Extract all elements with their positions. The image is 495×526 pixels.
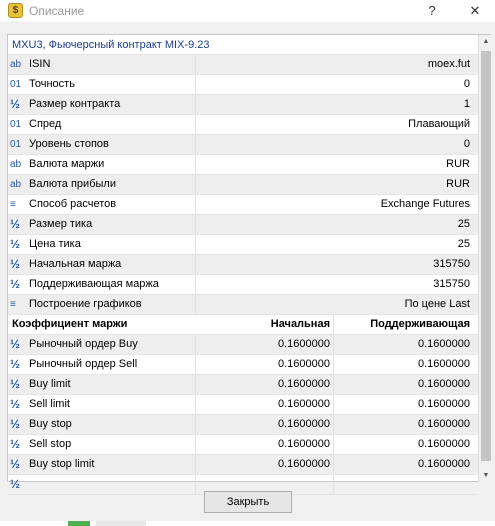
fraction-type-icon: ½ xyxy=(10,437,21,451)
app-dollar-icon: $ xyxy=(8,3,23,18)
property-name: Цена тика xyxy=(29,238,81,250)
taskbar-indicator xyxy=(68,521,90,526)
title-bar xyxy=(0,0,495,22)
scroll-down-arrow-icon[interactable]: ▼ xyxy=(482,472,490,479)
fraction-type-icon: ½ xyxy=(10,477,21,491)
property-row[interactable] xyxy=(8,175,478,195)
property-name: Поддерживающая маржа xyxy=(29,278,159,290)
fraction-type-icon: ½ xyxy=(10,457,21,471)
property-value: 25 xyxy=(457,218,470,230)
column-divider xyxy=(195,115,196,134)
margin-order-type: Sell limit xyxy=(29,398,70,410)
enum-type-icon: ≡ xyxy=(10,299,16,310)
help-button[interactable]: ? xyxy=(428,3,436,18)
property-row[interactable] xyxy=(8,195,478,215)
column-divider xyxy=(195,215,196,234)
maintenance-margin-value: 0.1600000 xyxy=(418,438,470,450)
property-value: Плавающий xyxy=(408,118,470,130)
property-value: 0 xyxy=(463,138,470,150)
initial-margin-value: 0.1600000 xyxy=(278,418,330,430)
margin-order-type: Buy limit xyxy=(29,378,71,390)
property-value: Exchange Futures xyxy=(380,198,470,210)
initial-margin-value: 0.1600000 xyxy=(278,438,330,450)
margin-order-type: Buy stop limit xyxy=(29,458,95,470)
maintenance-column-heading: Поддерживающая xyxy=(370,318,470,330)
margin-row[interactable] xyxy=(8,395,478,415)
margin-row[interactable] xyxy=(8,335,478,355)
column-divider xyxy=(195,275,196,294)
margin-order-type: Рыночный ордер Buy xyxy=(29,338,138,350)
window-close-button[interactable]: ✕ xyxy=(469,3,481,18)
maintenance-margin-value: 0.1600000 xyxy=(418,358,470,370)
property-row[interactable] xyxy=(8,275,478,295)
fraction-type-icon: ½ xyxy=(10,237,21,251)
property-value: 315750 xyxy=(433,258,470,270)
fraction-type-icon: ½ xyxy=(10,337,21,351)
close-dialog-button[interactable]: Закрыть xyxy=(204,491,292,513)
property-name: Размер тика xyxy=(29,218,93,230)
column-divider xyxy=(195,155,196,174)
property-value: 0 xyxy=(463,78,470,90)
property-name: Размер контракта xyxy=(29,98,121,110)
vertical-scrollbar[interactable] xyxy=(478,35,492,483)
initial-margin-value: 0.1600000 xyxy=(278,338,330,350)
text-type-icon: ab xyxy=(10,159,22,170)
property-name: Валюта прибыли xyxy=(29,178,116,190)
property-value: RUR xyxy=(446,178,470,190)
margin-table-header xyxy=(8,315,478,335)
property-value: По цене Last xyxy=(404,298,470,310)
fraction-type-icon: ½ xyxy=(10,217,21,231)
integer-type-icon: 01 xyxy=(10,79,22,90)
column-divider xyxy=(195,135,196,154)
property-name: Валюта маржи xyxy=(29,158,105,170)
enum-type-icon: ≡ xyxy=(10,199,16,210)
property-name: ISIN xyxy=(29,58,51,70)
scroll-thumb[interactable] xyxy=(481,51,491,461)
property-value: 1 xyxy=(463,98,470,110)
scroll-up-arrow-icon[interactable]: ▲ xyxy=(482,38,490,45)
initial-margin-value: 0.1600000 xyxy=(278,378,330,390)
property-row[interactable] xyxy=(8,295,478,315)
fraction-type-icon: ½ xyxy=(10,417,21,431)
property-value: RUR xyxy=(446,158,470,170)
column-divider xyxy=(195,55,196,74)
margin-order-type: Sell stop xyxy=(29,438,72,450)
maintenance-margin-value: 0.1600000 xyxy=(418,418,470,430)
initial-margin-value: 0.1600000 xyxy=(278,358,330,370)
fraction-type-icon: ½ xyxy=(10,377,21,391)
text-type-icon: ab xyxy=(10,179,22,190)
property-value: 25 xyxy=(457,238,470,250)
margin-row[interactable] xyxy=(8,415,478,435)
property-name: Построение графиков xyxy=(29,298,142,310)
margin-row[interactable] xyxy=(8,375,478,395)
property-row[interactable] xyxy=(8,55,478,75)
margin-row[interactable] xyxy=(8,355,478,375)
column-divider xyxy=(195,75,196,94)
fraction-type-icon: ½ xyxy=(10,277,21,291)
property-row[interactable] xyxy=(8,255,478,275)
property-value: moex.fut xyxy=(427,58,470,70)
column-divider xyxy=(195,195,196,214)
column-divider xyxy=(195,95,196,114)
fraction-type-icon: ½ xyxy=(10,357,21,371)
property-row[interactable] xyxy=(8,235,478,255)
maintenance-margin-value xyxy=(334,475,478,494)
specification-panel xyxy=(7,34,491,491)
property-row[interactable] xyxy=(8,115,478,135)
fraction-type-icon: ½ xyxy=(10,397,21,411)
initial-margin-value: 0.1600000 xyxy=(278,458,330,470)
property-name: Спред xyxy=(29,118,62,130)
property-row[interactable] xyxy=(8,155,478,175)
property-row[interactable] xyxy=(8,75,478,95)
initial-margin-value: 0.1600000 xyxy=(278,398,330,410)
window-title: Описание xyxy=(29,4,85,18)
initial-column-heading: Начальная xyxy=(270,318,330,330)
column-divider xyxy=(195,255,196,274)
property-name: Уровень стопов xyxy=(29,138,109,150)
text-type-icon: ab xyxy=(10,59,22,70)
property-value: 315750 xyxy=(433,278,470,290)
taskbar-item xyxy=(96,521,146,526)
margin-coefficient-heading: Коэффициент маржи xyxy=(12,318,128,330)
maintenance-margin-value: 0.1600000 xyxy=(418,338,470,350)
fraction-type-icon: ½ xyxy=(10,97,21,111)
margin-row[interactable] xyxy=(8,455,478,475)
property-row[interactable] xyxy=(8,135,478,155)
integer-type-icon: 01 xyxy=(10,119,22,130)
property-name: Начальная маржа xyxy=(29,258,122,270)
property-name: Точность xyxy=(29,78,75,90)
margin-order-type: Buy stop xyxy=(29,418,72,430)
property-row[interactable] xyxy=(8,95,478,115)
symbol-title: MXU3, Фьючерсный контракт MIX-9.23 xyxy=(8,35,478,55)
maintenance-margin-value: 0.1600000 xyxy=(418,398,470,410)
maintenance-margin-value: 0.1600000 xyxy=(418,378,470,390)
property-name: Способ расчетов xyxy=(29,198,117,210)
integer-type-icon: 01 xyxy=(10,139,22,150)
margin-row[interactable] xyxy=(8,435,478,455)
property-row[interactable] xyxy=(8,215,478,235)
margin-order-type: Рыночный ордер Sell xyxy=(29,358,138,370)
taskbar-strip xyxy=(0,521,495,526)
property-list xyxy=(8,55,478,495)
maintenance-margin-value: 0.1600000 xyxy=(418,458,470,470)
column-divider xyxy=(195,235,196,254)
column-divider xyxy=(195,295,196,314)
column-divider xyxy=(195,175,196,194)
fraction-type-icon: ½ xyxy=(10,257,21,271)
